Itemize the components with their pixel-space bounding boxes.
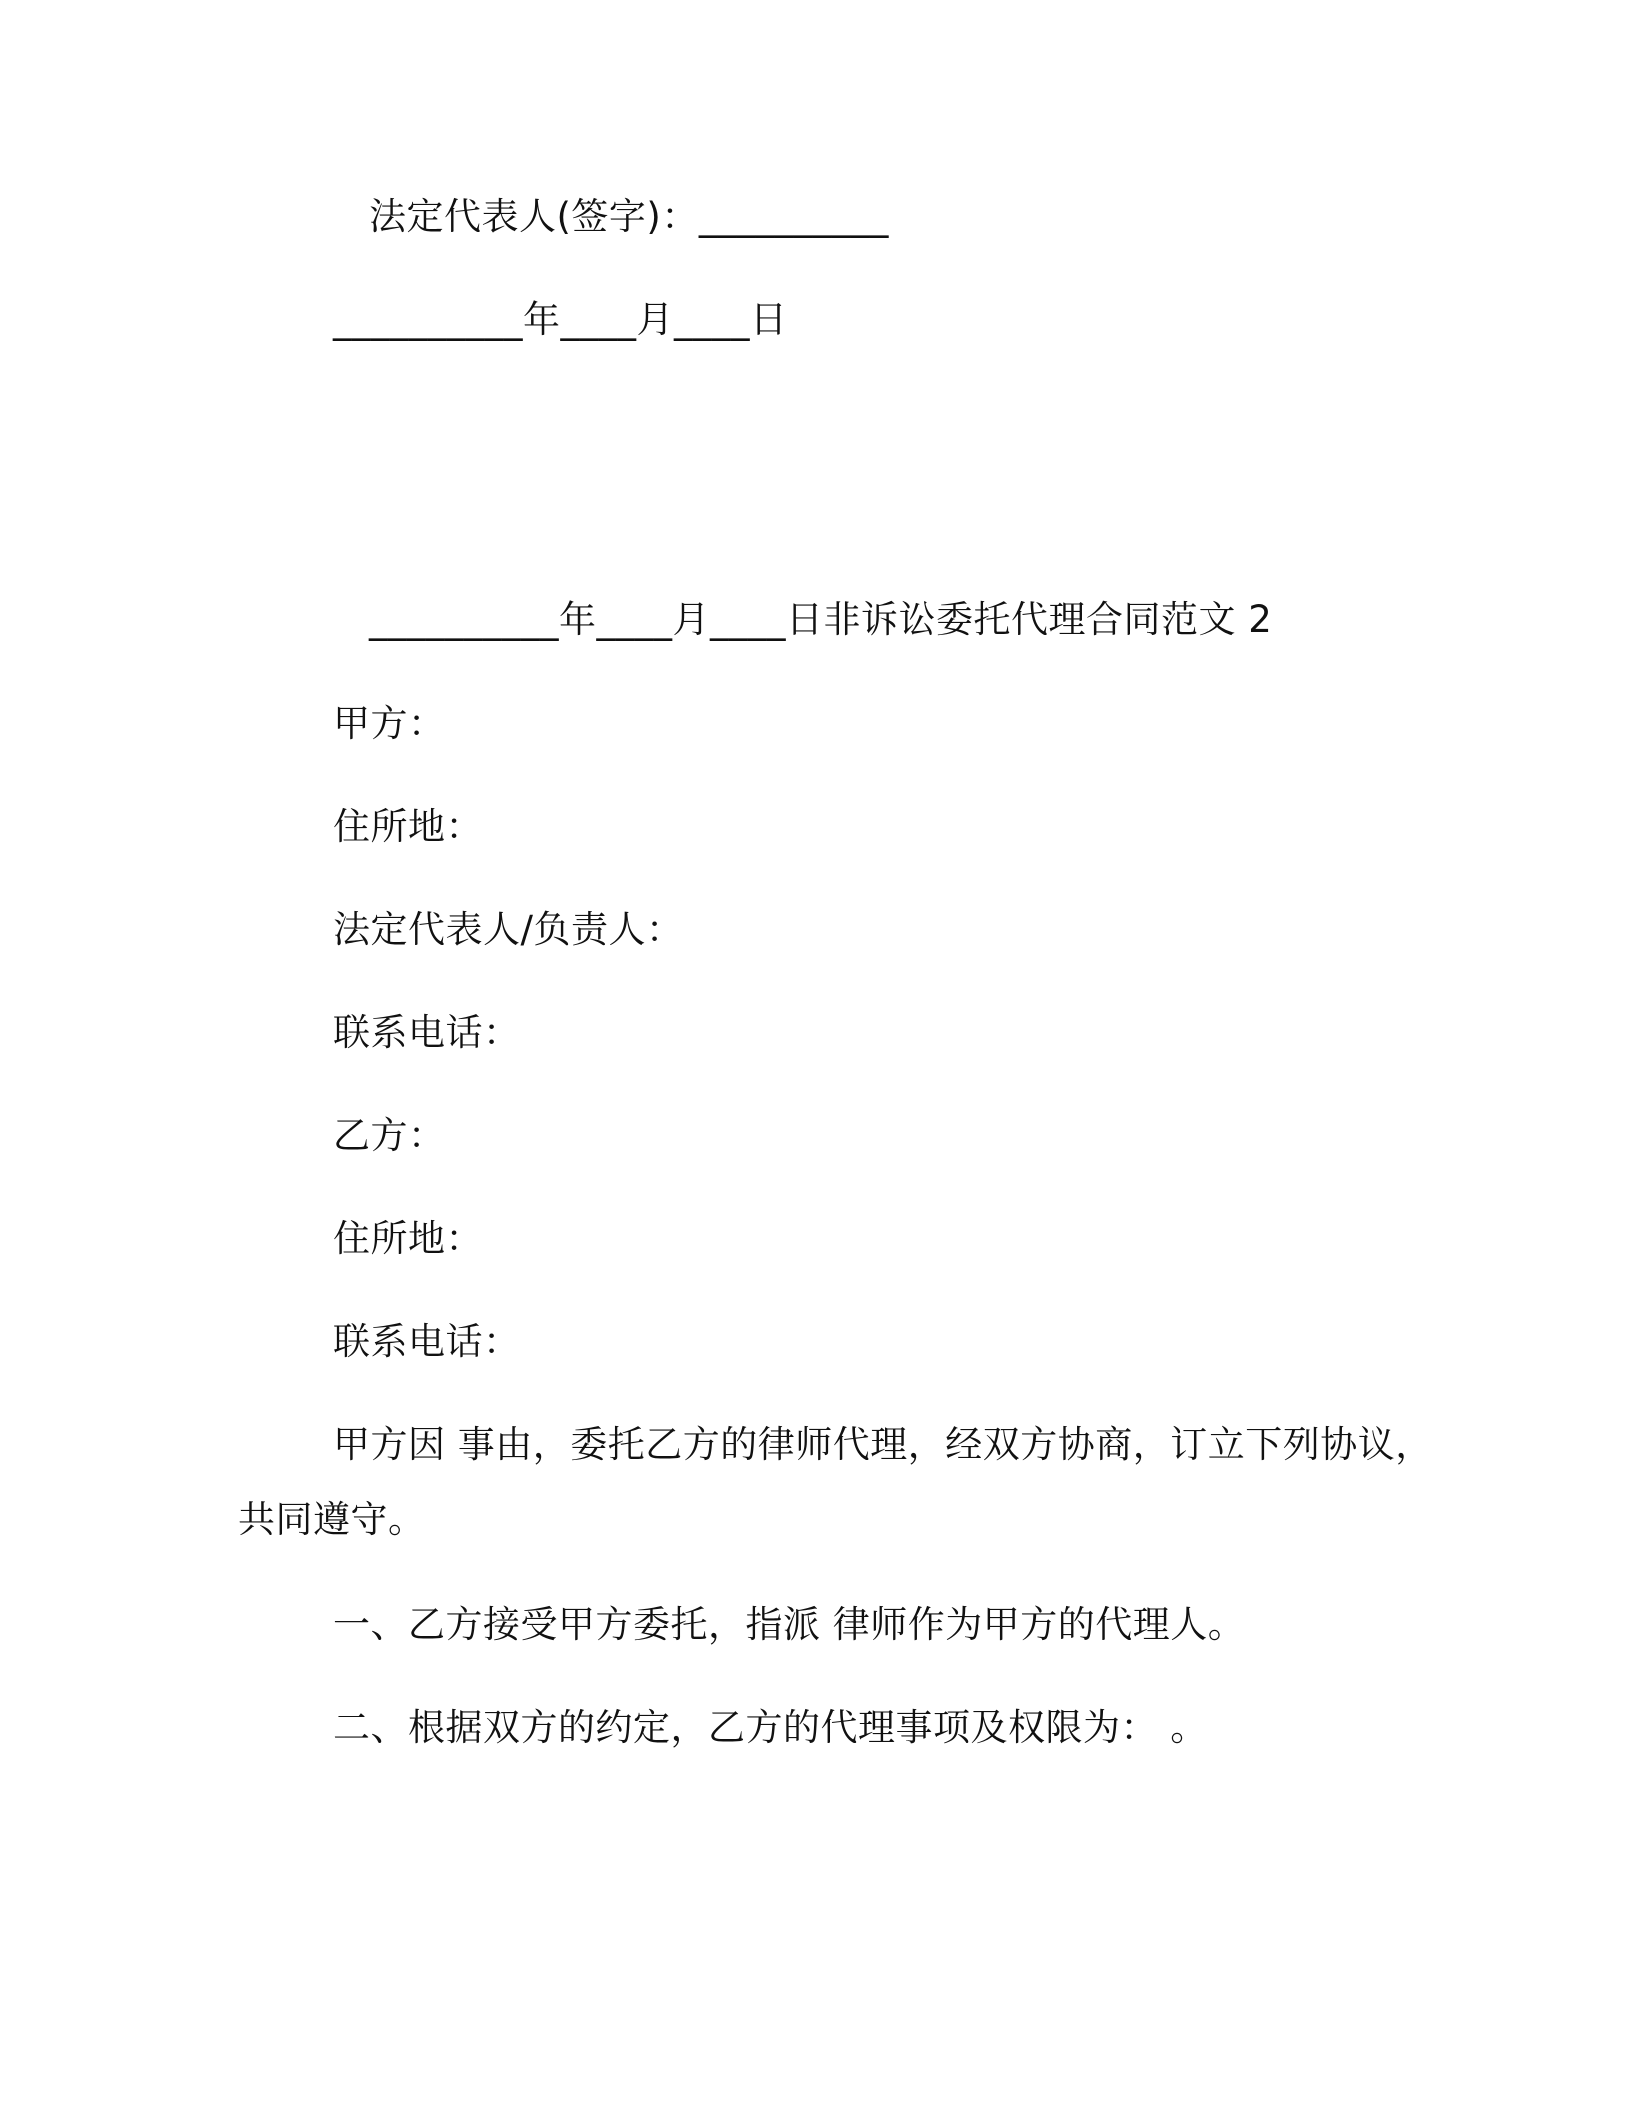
party-a-label: 甲方：	[333, 702, 446, 745]
preamble-line-2: 共同遵守。	[238, 1498, 426, 1541]
clause-1: 一、乙方接受甲方委托，指派 律师作为甲方的代理人。	[333, 1603, 1246, 1646]
party-b-label: 乙方：	[333, 1114, 446, 1157]
signature-line: 法定代表人(签字)：__________	[369, 195, 889, 238]
party-a-representative: 法定代表人/负责人：	[333, 908, 684, 951]
preamble-line-1: 甲方因 事由，委托乙方的律师代理，经双方协商，订立下列协议，	[333, 1423, 1433, 1466]
clause-2: 二、根据双方的约定，乙方的代理事项及权限为： 。	[333, 1706, 1208, 1749]
party-b-phone: 联系电话：	[333, 1320, 521, 1363]
section-title: __________年____月____日非诉讼委托代理合同范文 2	[369, 598, 1273, 641]
party-a-phone: 联系电话：	[333, 1011, 521, 1054]
party-a-address: 住所地：	[333, 805, 483, 848]
party-b-address: 住所地：	[333, 1217, 483, 1260]
date-line: __________年____月____日	[333, 298, 788, 341]
